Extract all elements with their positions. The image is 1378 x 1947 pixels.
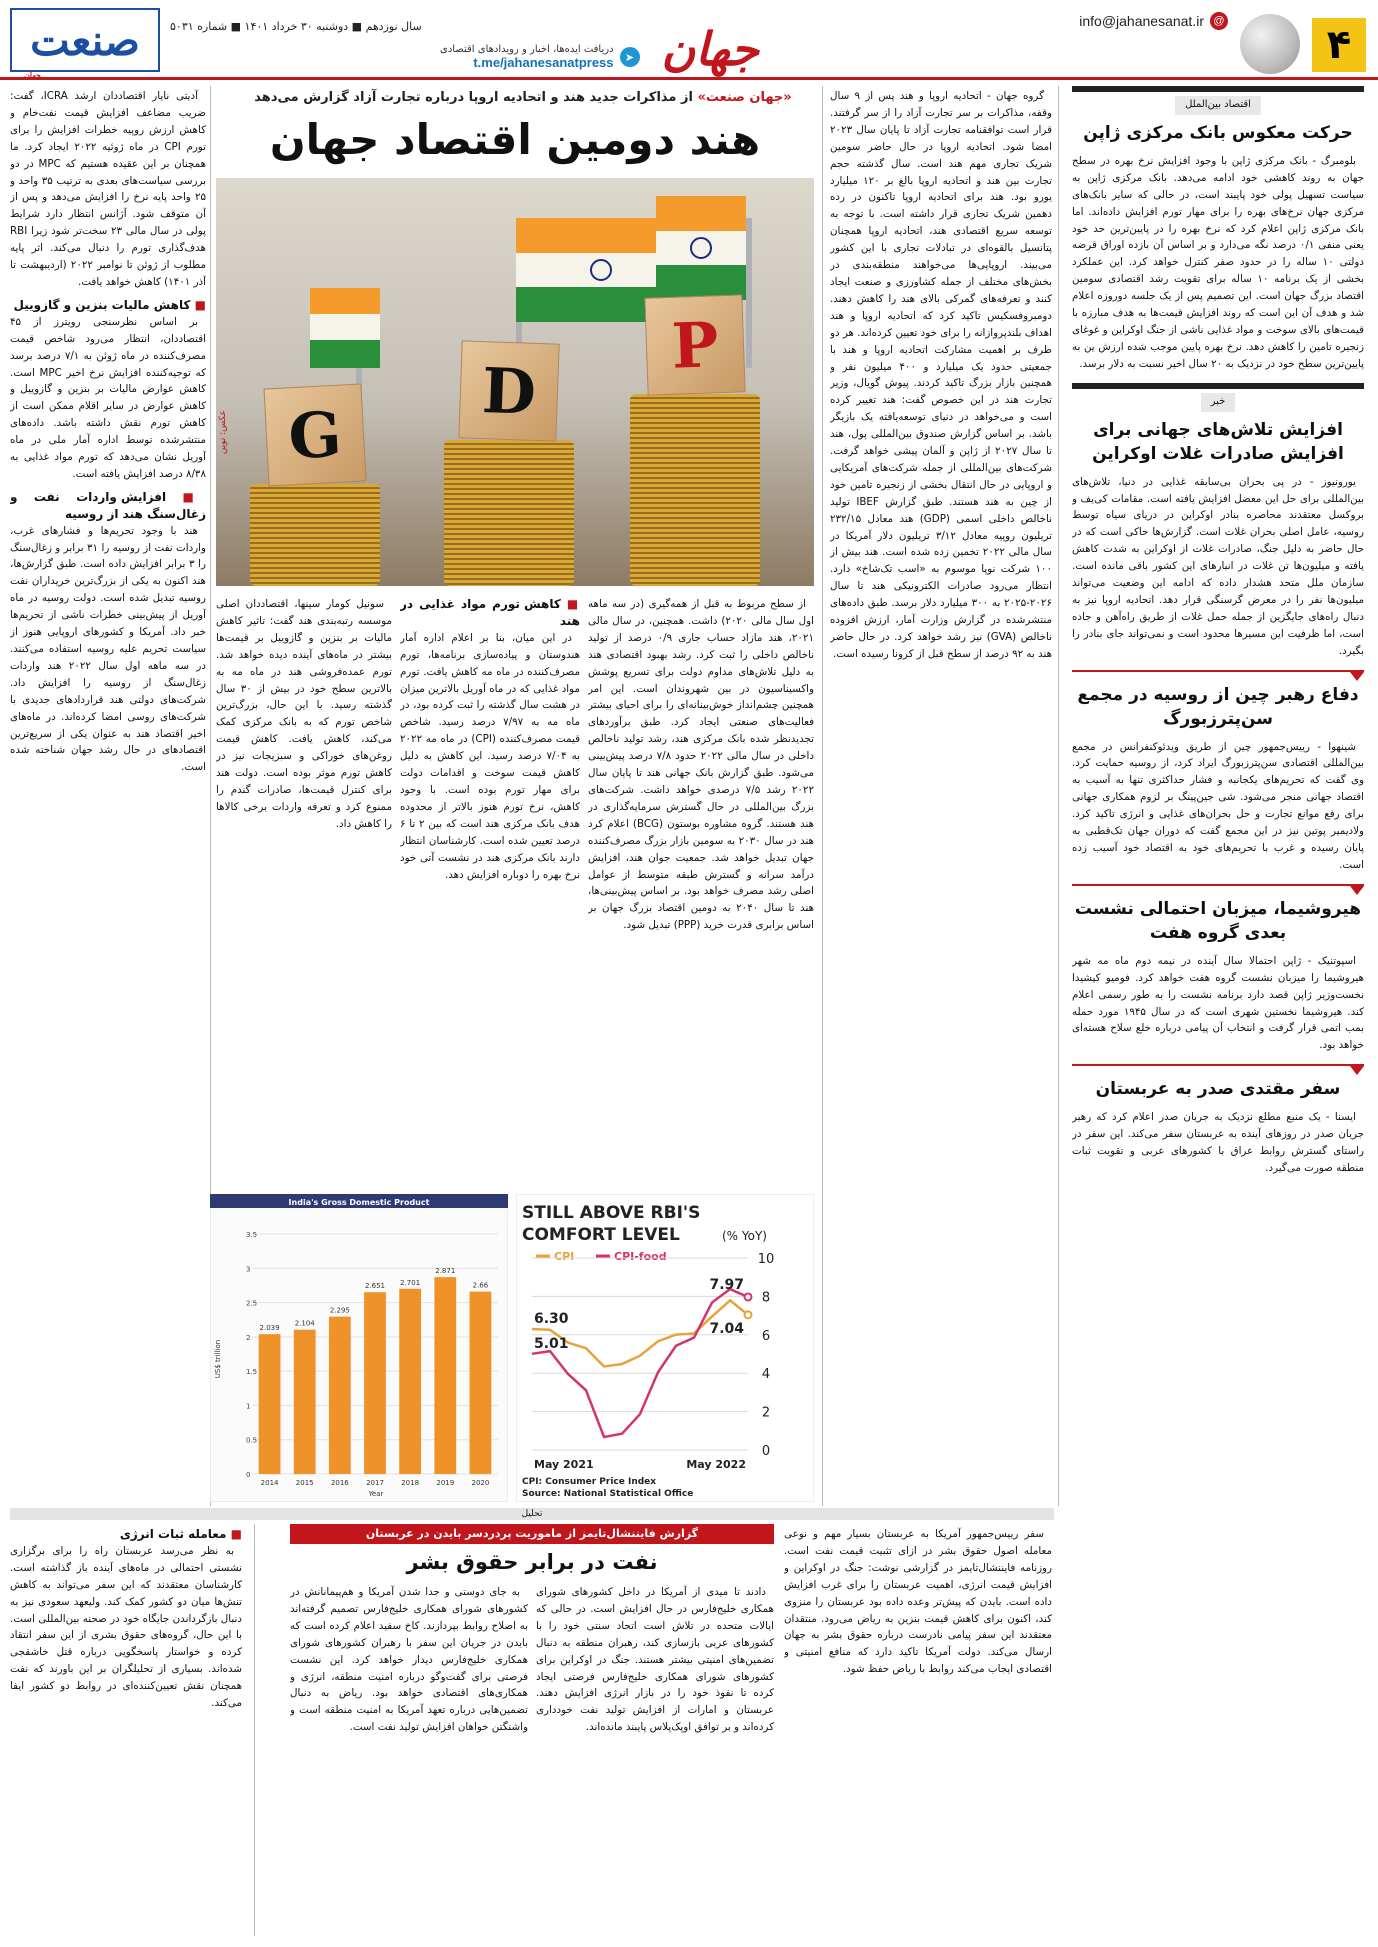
article-text: هند با وجود تحریم‌ها و فشارهای غرب، واردات نفت از روسیه را ۳۱ برابر و زغال‌سنگ را ۳ برابر افزایش داده است. طبق گزارش‌ها، هند اکنون به یکی از بزرگ‌ترین خریداران نفت روسیه تبدیل شده است. دولت روسیه در ماه آوریل از پیش‌بینی خطرات ناشی از تحریم‌ها خبر داد. آمریکا و کشورهای اروپایی هنوز از سیاست تحریم علیه روسیه استفاده می‌کنند. در سه ماهه اول سال ۲۰۲۲ هند واردات زغال‌سنگ از روسیه را افزایش داد. شرکت‌های دولتی هند قراردادهای جدیدی با شرکت‌های روسی امضا کرده‌اند. در ماه‌های اخیر اقتصاد هند به عنوان یکی از سریع‌ترین اقتصادهای در حال رشد جهان شناخته شده است.	[10, 524, 206, 774]
article-text: بر اساس نظرسنجی رویترز از ۴۵ اقتصاددان، انتظار می‌رود شاخص قیمت مصرف‌کننده در ماه ژوئن به ۷/۱ درصد برسد که توجیه‌کننده افزایش نرخ اخیر MPC است. کاهش عوارض مالیات بر بنزین و گازوییل و کاهش عوارض در سایر اقلام ممکن است از کاهش تورم نقش داشته باشد. داده‌های منتشرشده توسط اداره آمار ملی در ماه آوریل نشان می‌دهد که تورم مواد غذایی به ۸/۳۸ درصد افزایش یافته است.	[10, 315, 206, 480]
cpi-chart-svg	[516, 1194, 814, 1502]
chart-source: Source: National Statistical Office	[522, 1489, 694, 1499]
sidebar	[1072, 86, 1364, 1936]
legend-label: CPI-food	[614, 1250, 667, 1263]
y-tick-label: 10	[757, 1252, 775, 1267]
story-title: حرکت معکوس بانک مرکزی ژاپن	[1083, 122, 1353, 143]
x-tick-label: 2019	[436, 1479, 455, 1487]
column-rule	[1058, 86, 1059, 1506]
page-header	[0, 0, 1378, 80]
gdp-bar	[259, 1334, 281, 1474]
main-headline: هند دومین اقتصاد جهان	[269, 115, 761, 164]
analysis-bar: تحلیل	[10, 1508, 1054, 1520]
series-end-marker	[745, 1311, 752, 1318]
chart-x-end: May 2022	[686, 1458, 746, 1471]
gdp-chart	[210, 1194, 508, 1502]
india-flag-icon	[656, 196, 746, 300]
column-rule	[254, 1524, 255, 1936]
legend-label: CPI	[554, 1250, 575, 1263]
y-tick-label: 0	[246, 1471, 251, 1479]
story-title: سفر مقتدی صدر به عربستان	[1095, 1079, 1341, 1100]
analysis-column	[290, 1584, 528, 1936]
article-text: گروه جهان - اتحادیه اروپا و هند پس از ۹ سال وقفه، مذاکرات بر سر تجارت آزاد را از سر گرفتند. قرار است توافقنامه تجارت آزاد تا پایان سال ۲۰۲۳ امضا شود. اتحادیه اروپا در حال حاضر سومین شریک تجاری مهم هند است. سال گذشته حجم تجارت بین هند و اتحادیه اروپا بالغ بر ۱۲۰ میلیارد یورو بود. هند برای اتحادیه اروپا تاکنون در رده دهمین شریک تجاری قرار داشته است. با توجه به توسعه سریع اقتصادی هند، اتحادیه اروپا همچنان پتانسیل بالقوه‌ای در تبادلات تجاری با این کشور می‌بیند. اروپایی‌ها می‌خواهند منطقه‌بندی در بخش‌های مختلف از جمله کشاورزی و صنعت ایجاد کنند و تعرفه‌های گمرکی بالای هند را کاهش دهند. دومبروفسکیس تاکید کرد که اتحادیه اروپا و هند اهداف بلندپروازانه را برای خود تعیین کرده‌اند. هر دو طرف بر اهمیت مشارکت اتحادیه اروپا و هند با جمعیتی حدود یک میلیارد و ۴۰۰ میلیون نفر و همچنین بازار بزرگ تاکید کردند. پیوش گویال، وزیر تجارت هند در این خصوص گفت: هند تغییر کرده است و می‌خواهد در دنیای توسعه‌یافته یک بازیگر باشد. بر اساس گزارش صندوق بین‌المللی پول، هند تا سال ۲۰۲۷ از ژاپن و آلمان پیشی خواهد گرفت. شرکت‌های بین‌المللی از جمله شرکت‌های آمریکایی و اروپایی در حال انتقال بخشی از زنجیره تامین خود از چین به هند هستند. طبق گزارش IBEF تولید ناخالص داخلی اسمی (GDP) هند معادل ۲۳۲/۱۵ تریلیون روپیه معادل ۳/۱۲ تریلیون دلار آمریکا در سال مالی ۲۰۲۲ تخمین زده شده است. هند بیش از ۱۰۰ شرکت نوپا موسوم به «اسب تک‌شاخ» دارد. انتظار می‌رود صادرات الکترونیکی هند تا سال ۲۰۲۶-۲۰۲۵ به ۳۰۰ میلیارد دلار برسد. طبق داده‌های منتشرشده در گزارش وزارت آمار، ارزش افزوده ناخالص (GVA) نیز رشد خواهد کرد. در حال حاضر هند به ۹۲ درصد از سطح قبل از کرونا رسیده است.	[830, 90, 1052, 660]
chart-ylabel: US$ trillion	[214, 1339, 222, 1379]
lead-strap: «جهان صنعت» از مذاکرات جدید هند و اتحادیه اروپا درباره تجارت آزاد گزارش می‌دهد	[254, 90, 792, 105]
analysis-column	[536, 1584, 774, 1936]
x-tick-label: 2018	[401, 1479, 420, 1487]
story-body: اسپوتنیک - ژاپن احتمالا سال آینده در نیمه دوم ماه مه شهر هیروشیما را میزبان نشست گروه هفت خواهد کرد. فومیو کیشیدا نخست‌وزیر ژاپن قصد دارد برنامه نشست را به طور رسمی اعلام کند. هیروشیما نخستین شهری است که در سال ۱۹۴۵ مورد حمله بمب اتمی قرار گرفت و انتخاب آن پیامی درباره خلع سلاح هسته‌ای خواهد بود.	[1072, 954, 1364, 1052]
analysis-text: سفر رییس‌جمهور آمریکا به عربستان بسیار مهم و نوعی معامله اصول حقوق بشر در ازای تثبیت قیمت نفت است. روزنامه فایننشال‌تایمز در گزارشی نوشت: جنگ در اوکراین و افزایش قیمت انرژی، اهمیت عربستان را برای غرب افزایش داده است. بایدن که پیش‌تر وعده داده بود عربستان را منزوی کند، اکنون برای کاهش قیمت بنزین به ریاض می‌رود. منتقدان معتقدند این سفر پیامی نادرست درباره حقوق بشر به جهان ارسال می‌کند. دولت آمریکا تاکید دارد که منافع امنیتی و اقتصادی ایجاب می‌کند روابط با ریاض حفظ شود.	[784, 1528, 1052, 1676]
x-tick-label: 2017	[366, 1479, 384, 1487]
logo-sub: جهان	[24, 70, 41, 80]
logo-text: صنعت	[30, 15, 140, 65]
x-tick-label: 2020	[471, 1479, 490, 1487]
article-text: در این میان، بنا بر اعلام اداره آمار هندوستان و پیاده‌سازی برنامه‌ها، تورم مصرف‌کننده در ماه مه کاهش یافت. تورم مواد غذایی که در ماه آوریل بالاترین میزان در هشت سال گذشته را ثبت کرده بود، در ماه مه به ۷/۹۷ درصد رسید. شاخص قیمت مصرف‌کننده (CPI) در ماه مه ۲۰۲۲ به ۷/۰۴ درصد رسید. این کاهش به دلیل کاهش قیمت سوخت و اقدامات دولت برای مهار تورم بوده است. با وجود کاهش، نرخ تورم هنوز بالاتر از محدوده هدف بانک مرکزی هند است که بین ۲ تا ۶ درصد تعیین شده است. کارشناسان انتظار دارند بانک مرکزی هند در نشست آتی خود نرخ بهره را دوباره افزایش دهد.	[400, 631, 580, 881]
chart-title-line1: STILL ABOVE RBI'S	[522, 1203, 701, 1223]
series-end-marker	[745, 1293, 752, 1300]
bar-value-label: 2.104	[294, 1319, 315, 1328]
analysis-text: به نظر می‌رسد عربستان راه را برای برگزاری نشستی احتمالی در ماه‌های آینده باز گذاشته است. کارشناسان معتقدند که این سفر می‌تواند به کاهش تنش‌ها میان دو کشور کمک کند. ولیعهد سعودی نیز به دنبال بازگرداندن جایگاه خود در صحنه بین‌المللی است. با این حال، گروه‌های حقوق بشری از این سفر انتقاد کرده و خواستار پاسخگویی درباره قتل خاشقجی شده‌اند. بسیاری از تحلیلگران بر این باورند که نفت همچنان نقش تعیین‌کننده‌ای در روابط دو کشور ایفا می‌کند.	[10, 1544, 242, 1710]
y-tick-label: 2.5	[246, 1299, 258, 1308]
telegram-link[interactable]: t.me/jahanesanatpress	[473, 55, 614, 70]
x-tick-label: 2016	[330, 1479, 349, 1487]
y-tick-label: 4	[761, 1367, 771, 1383]
chart-xlabel: Year	[368, 1490, 384, 1498]
gdp-bar	[294, 1330, 316, 1474]
y-tick-label: 0	[761, 1444, 771, 1459]
value-annotation: 7.97	[709, 1276, 744, 1293]
analysis-text: به جای دوستی و جدا شدن آمریکا و هم‌پیمانانش در کشورهای شورای همکاری خلیج‌فارس تصمیم گرفته‌اند به اصلاح روابط بپردازند. کاخ سفید اعلام کرده است که بایدن در جریان این سفر با رهبران کشورهای شورای همکاری خلیج‌فارس دیدار خواهد کرد. این نشست فرصتی برای گفت‌وگو درباره امنیت منطقه، انرژی و همکاری‌های اقتصادی خواهد بود. ریاض به دنبال تضمین‌هایی درباره تعهد آمریکا به امنیت منطقه است و واشنگتن خواهان افزایش تولید نفت است.	[290, 1586, 528, 1734]
india-flag-icon	[310, 288, 380, 368]
photo-credit: عکس: نوین	[218, 409, 228, 454]
sidebar-kicker: خبر	[1201, 393, 1236, 412]
letter-cube: D	[458, 340, 559, 441]
x-tick-label: 2014	[260, 1479, 279, 1487]
analysis-side-column	[10, 1526, 242, 1936]
gdp-bar	[399, 1289, 421, 1474]
bar-value-label: 2.039	[259, 1324, 280, 1333]
y-tick-label: 2	[761, 1405, 771, 1421]
article-column	[400, 596, 580, 1182]
article-text: آدیتی نایار اقتصاددان ارشد ICRA، گفت: ضریب مضاعف افزایش قیمت نفت‌خام و کاهش ارزش روپیه خطرات افزایش را برای تورم CPI در ماه ژوئیه ۲۰۲۲ ایجاد کرد. ما همچنان بر این عقیده هستیم که MPC در دو بررسی سیاست‌های بعدی به ترتیب ۳۵ واحد و ۲۵ واحد پایه نرخ را افزایش می‌دهد و پس از آن متوقف شود. آژانس انتظار دارد شرایط پولی در سال مالی ۲۳ سخت‌تر شود زیرا RBI هدف‌گذاری تورم را دنبال می‌کند. اثر پایه مطلوب از ژوئن تا نوامبر ۲۰۲۲ (اردیبهشت تا آذر ۱۴۰۱) کاهش خواهد یافت.	[10, 90, 206, 288]
chart-footnote: CPI: Consumer Price Index	[522, 1477, 657, 1487]
chart-title: India's Gross Domestic Product	[288, 1198, 430, 1207]
subhead-fuel: ■ کاهش مالیات بنزین و گازوییل	[10, 297, 206, 314]
subhead-inflation: ■ کاهش تورم مواد غذایی در هند	[400, 596, 580, 630]
telegram-icon: ➤	[620, 47, 640, 67]
email-text: info@jahanesanat.ir	[1079, 13, 1204, 29]
gdp-bar	[434, 1277, 456, 1474]
side-kicker: ■ معامله ثبات انرژی	[10, 1526, 242, 1543]
story-title: افزایش تلاش‌های جهانی برای افزایش صادرات غلات اوکراین	[1092, 419, 1344, 464]
y-tick-label: 3.5	[246, 1231, 258, 1239]
value-annotation: 7.04	[709, 1320, 744, 1337]
telegram-block[interactable]	[440, 44, 640, 70]
story-body: ایسنا - یک منبع مطلع نزدیک به جریان صدر اعلام کرد که رهبر جریان صدر در روزهای آینده به عربستان سفر می‌کند. این سفر در راستای گسترش روابط عراق با کشورهای عربی و تقویت ثبات منطقه صورت می‌گیرد.	[1072, 1111, 1364, 1174]
article-text: سونیل کومار سینها، اقتصاددان اصلی موسسه رتبه‌بندی هند گفت: تاثیر کاهش مالیات بر بنزین و گازوییل بر قیمت‌ها بیشتر در ماه‌های آینده دیده خواهد شد. تورم عمده‌فروشی هند در ماه مه به بالاترین سطح خود در بیش از ۳۰ سال گذشته رسید. با این حال، بزرگ‌ترین شاخص تورم که به بانک مرکزی کمک می‌کند، کاهش یافت. کاهش قیمت روغن‌های خوراکی و سبزیجات نیز در کاهش تورم موثر بوده است. دولت هند برای کنترل قیمت‌ها، صادرات گندم را ممنوع کرد و تعرفه واردات برخی کالاها را کاهش داد.	[216, 598, 392, 830]
y-tick-label: 2	[246, 1333, 251, 1342]
y-tick-label: 8	[761, 1290, 771, 1306]
page-number: ۴	[1312, 18, 1366, 72]
story-title: هیروشیما، میزبان احتمالی نشست بعدی گروه هفت	[1074, 898, 1362, 943]
gdp-chart-svg	[210, 1194, 508, 1502]
bar-value-label: 2.66	[472, 1281, 489, 1290]
article-text: از سطح مربوط به قبل از همه‌گیری (در سه ماهه اول سال مالی ۲۰۲۰) داشت. همچنین، در سال مالی ۲۰۲۱، هند مازاد حساب جاری ۰/۹ درصد از تولید ناخالص داخلی را ثبت کرد. رشد بهبود اقتصادی هند به دلیل تلاش‌های مداوم دولت برای تسریع پوشش واکسیناسیون در بین شهروندان است. این امر همچنین چشم‌انداز خوش‌بینانه‌ای را برای احیای بیشتر فعالیت‌های صنعتی ایجاد کرد. طبق برآوردهای تجدیدنظر شده بانک مرکزی هند، رشد تولید ناخالص داخلی در سال مالی ۲۰۲۲ حدود ۷/۸ درصد پیش‌بینی می‌شود. طبق گزارش بانک جهانی هند تا پایان سال ۲۰۲۲ رشد ۷/۵ درصدی خواهد داشت. شرکت‌های بزرگ بین‌المللی در حال گسترش سرمایه‌گذاری در هند هستند. گروه مشاوره بوستون (BCG) اعلام کرد هند در سال ۲۰۳۰ به سومین بازار بزرگ مصرف‌کننده جهان تبدیل خواهد شد. جمعیت جوان هند، افزایش درآمد سرانه و گسترش طبقه متوسط از عوامل اصلی رشد مصرف خواهد بود. بر اساس پیش‌بینی‌ها، هند تا سال ۲۰۴۰ به دومین اقتصاد بزرگ جهان بر اساس برابری قدرت خرید (PPP) تبدیل شود.	[588, 598, 814, 932]
gdp-bar	[329, 1317, 351, 1474]
chart-title-line2: COMFORT LEVEL	[522, 1225, 680, 1245]
y-tick-label: 1.5	[246, 1368, 258, 1377]
column-rule	[822, 86, 823, 1506]
story-body: شینهوا - رییس‌جمهور چین از طریق ویدئوکنفرانس در مجمع بین‌المللی اقتصادی سن‌پترزبورگ ایراد کرد، از روسیه حمایت کرد. وی گفت که تحریم‌های یکجانبه و فشار حداکثری تنها به آسیب به اقتصاد جهانی منجر می‌شود. شی جین‌پینگ بر لزوم همکاری جهانی برای رفع موانع تجارت و حل بحران‌های غذایی و انرژی تاکید کرد. ولادیمیر پوتین نیز در این مجمع گفت که دوران جهان تک‌قطبی به پایان رسیده و غرب با تحریم‌های خود به اقتصاد خود آسیب زده است.	[1072, 740, 1364, 871]
gdp-bar	[470, 1292, 492, 1474]
story-title: دفاع رهبر چین از روسیه در مجمع سن‌پترزبورگ	[1077, 684, 1359, 729]
chart-unit: (% YoY)	[722, 1229, 767, 1243]
value-annotation: 5.01	[534, 1335, 569, 1352]
section-title: جهان	[661, 22, 759, 76]
article-column-left	[10, 88, 206, 1504]
telegram-label: دریافت ایده‌ها، اخبار و رویدادهای اقتصادی	[440, 44, 614, 55]
bar-value-label: 2.651	[364, 1282, 386, 1291]
newspaper-logo	[10, 8, 160, 80]
value-annotation: 6.30	[534, 1311, 569, 1328]
y-tick-label: 3	[246, 1265, 251, 1274]
letter-cube: P	[644, 294, 745, 395]
bar-value-label: 2.701	[400, 1278, 421, 1287]
article-column	[588, 596, 814, 1182]
article-column	[216, 596, 392, 1182]
analysis-text: دادند تا میدی از آمریکا در داخل کشورهای شورای همکاری خلیج‌فارس در حال افزایش است. در حالی که ایالات متحده در تلاش است اتحاد سنتی خود را با کشورهای عربی بازسازی کند، رهبران منطقه به دنبال تضمین‌های امنیتی بیشتر هستند. جنگ در اوکراین برای کشورهای شورای همکاری خلیج‌فارس فرصتی ایجاد کرده تا نفوذ خود را در بازار انرژی افزایش دهند. عربستان و امارات از افزایش تولید نفت خودداری کرده‌اند و بر توافق اوپک‌پلاس پایبند مانده‌اند.	[536, 1586, 774, 1734]
letter-cube: G	[264, 384, 367, 487]
analysis-strap: گزارش فایننشال‌تایمز از ماموریت پردردسر بایدن در عربستان	[290, 1524, 774, 1544]
email-icon: @	[1210, 12, 1228, 30]
globe-icon	[1240, 14, 1300, 74]
y-tick-label: 1	[246, 1402, 251, 1411]
cpi-chart	[516, 1194, 814, 1502]
article-column	[830, 88, 1052, 1504]
bar-value-label: 2.871	[435, 1267, 456, 1276]
story-body: یورونیوز - در پی بحران بی‌سابقه غذایی در دنیا، تلاش‌های بین‌المللی برای حل این معضل افزایش یافته است. مقامات کی‌یف و بروکسل معتقدند محاصره بنادر اوکراین در دریای سیاه توسط روسیه، عامل اصلی بحران غلات است. گزارش‌ها حاکی است که در حال حاضر به دلیل جنگ، صادرات غلات از اوکراین به شدت کاهش یافته و میلیون‌ها تن غلات در انبارهای این کشور باقی مانده است. سازمان ملل متحد هشدار داده که ادامه این وضعیت می‌تواند میلیون‌ها نفر را در معرض گرسنگی قرار دهد. اتحادیه اروپا نیز به دنبال راه‌های جایگزین از جمله حمل غلات از طریق راه‌آهن و جاده است، اما ظرفیت این مسیرها محدود است و نمی‌تواند جای بنادر را بگیرد.	[1072, 475, 1364, 657]
analysis-column	[784, 1526, 1052, 1936]
subhead-oil: ■ افزایش واردات نفت و زغال‌سنگ هند از روسیه	[10, 489, 206, 523]
x-tick-label: 2015	[295, 1479, 314, 1487]
gdp-bar	[364, 1292, 386, 1474]
story-body: بلومبرگ - بانک مرکزی ژاپن با وجود افزایش نرخ بهره در سطح جهان به روند کاهشی خود ادامه می‌دهد. بانک مرکزی ژاپن به سیاست تسهیل پولی خود پایبند است، در حالی که سایر بانک‌های مرکزی جهان نرخ‌های بهره را برای مهار تورم افزایش داده‌اند. اما بانک مرکزی ژاپن اعلام کرد که نرخ بهره را در پایین‌ترین حد خود یعنی منفی ۰/۱ درصد نگه می‌دارد و بر اساس آن بازده اوراق قرضه دولتی ۱۰ ساله را در حدود صفر کنترل خواهد کرد. این عملکرد بخشی از یک برنامه ۱۰ ساله برای تقویت رشد اقتصادی سومین اقتصاد بزرگ جهان است. این تصمیم پس از یک جلسه دوروزه اعلام شد و هدف آن این است که روند افزایش قیمت‌ها به هدف مبارزه با قیمت‌های بالای سوخت و مواد غذایی ناشی از جنگ اوکراین و غوغای زنجیره تامین را کاهش دهد. نرخ بهره پایین موجب شده ارزش ین به پایین‌ترین سطح خود در نزدیک به ۲۰ سال اخیر نسبت به دلار برسد.	[1072, 154, 1364, 370]
issue-line: سال نوزدهم ■ دوشنبه ۳۰ خرداد ۱۴۰۱ ■ شماره ۵۰۳۱	[170, 20, 422, 33]
chart-x-start: May 2021	[534, 1458, 594, 1471]
gdp-photo	[216, 178, 814, 586]
y-tick-label: 6	[761, 1328, 771, 1344]
sidebar-kicker: اقتصاد بین‌الملل	[1175, 96, 1261, 115]
analysis-headline: نفت در برابر حقوق بشر	[406, 1550, 658, 1574]
email-contact[interactable]	[1079, 12, 1228, 30]
y-tick-label: 0.5	[246, 1436, 258, 1445]
bar-value-label: 2.295	[329, 1306, 350, 1315]
